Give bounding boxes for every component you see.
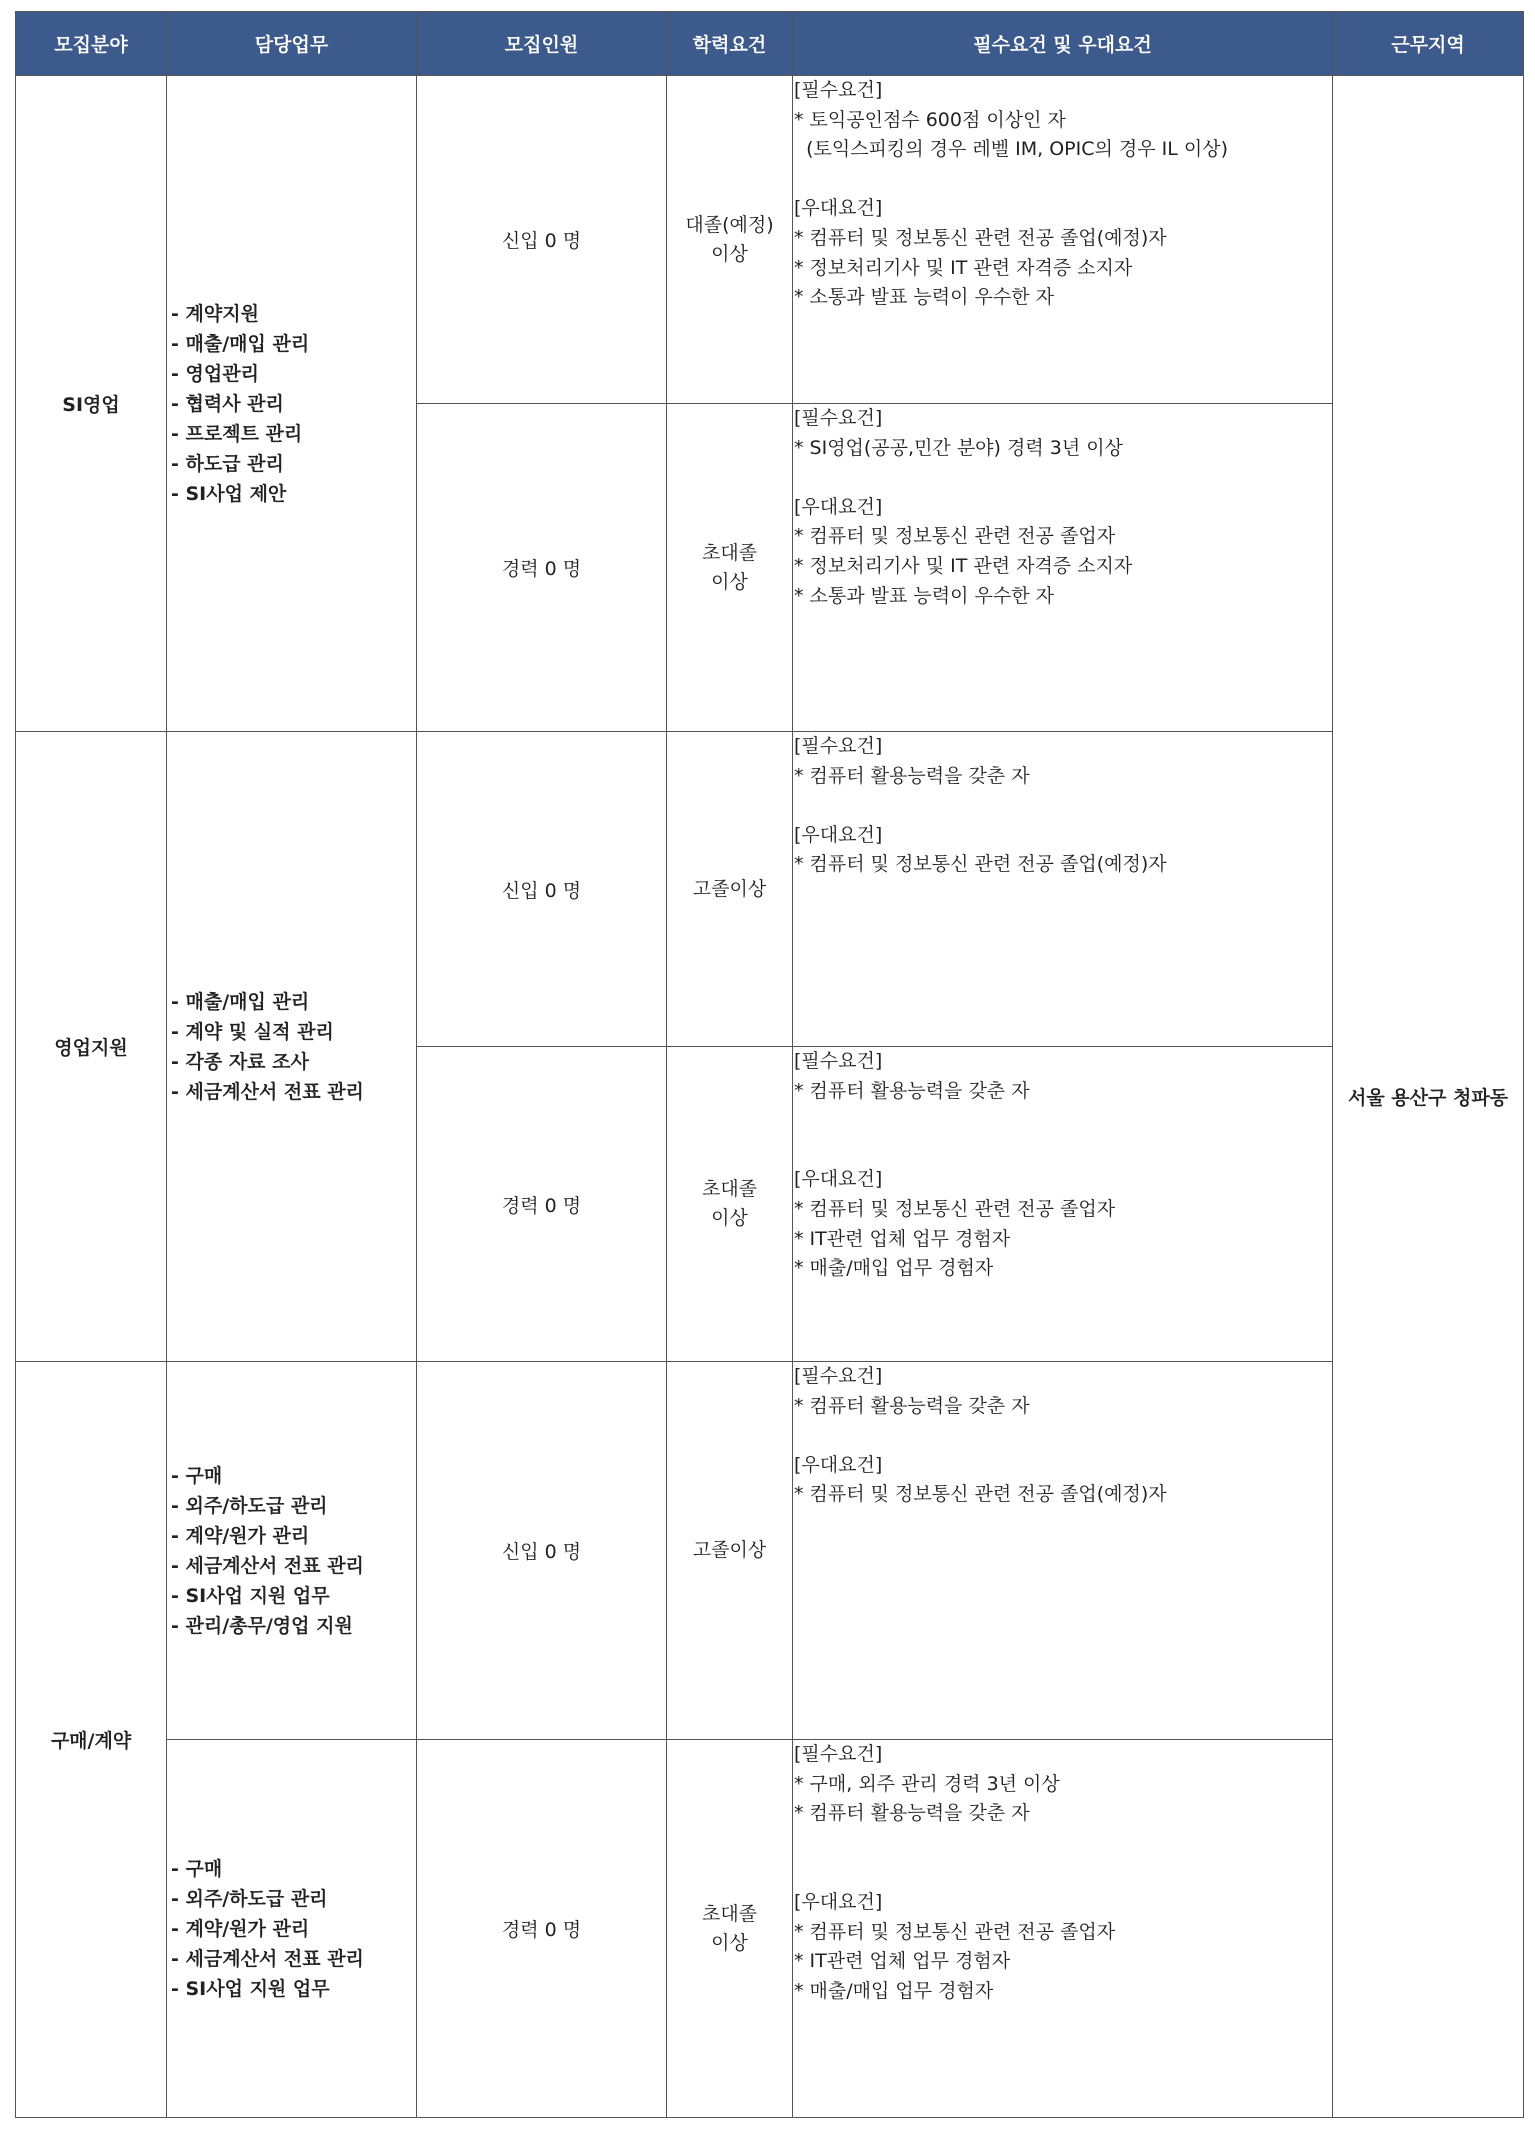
required-item: * 컴퓨터 활용능력을 갖춘 자 [794, 1802, 1030, 1825]
headcount-cell: 신입 0 명 [417, 1362, 667, 1740]
requirements-cell [793, 732, 1333, 1047]
table-row [16, 732, 1524, 1047]
header-field: 모집분야 [16, 12, 167, 76]
spacer [794, 463, 1332, 493]
preferred-item: * 컴퓨터 및 정보통신 관련 전공 졸업자 [794, 1920, 1116, 1943]
duty-item: - SI사업 지원 업무 [171, 1584, 330, 1607]
requirements-cell [793, 1362, 1333, 1740]
required-title: [필수요건] [794, 407, 883, 429]
education-line: 초대졸 [701, 541, 758, 564]
duty-item: - 프로젝트 관리 [171, 422, 303, 445]
spacer [794, 1136, 1332, 1166]
required-title: [필수요건] [794, 1365, 883, 1387]
education-line: 이상 [711, 570, 748, 593]
duty-item: - 구매 [171, 1464, 223, 1487]
education-line: 이상 [711, 242, 748, 265]
education-cell [667, 76, 793, 404]
required-item: * 구매, 외주 관리 경력 3년 이상 [794, 1772, 1060, 1795]
preferred-item: * IT관련 업체 업무 경험자 [794, 1227, 1011, 1250]
preferred-item: * 컴퓨터 및 정보통신 관련 전공 졸업(예정)자 [794, 853, 1167, 876]
header-region: 근무지역 [1333, 12, 1524, 76]
duty-item: - 계약 및 실적 관리 [171, 1020, 334, 1043]
education-cell [667, 1740, 793, 2118]
header-education: 학력요건 [667, 12, 793, 76]
duty-item: - 매출/매입 관리 [171, 332, 310, 355]
preferred-item: * 컴퓨터 및 정보통신 관련 전공 졸업자 [794, 1197, 1116, 1220]
headcount-cell: 경력 0 명 [417, 1047, 667, 1362]
preferred-title: [우대요건] [794, 197, 883, 220]
education-line: 고졸이상 [692, 1539, 767, 1561]
duty-item: - 세금계산서 전표 관리 [171, 1080, 364, 1103]
duties-cell [167, 76, 417, 732]
duty-item: - 각종 자료 조사 [171, 1050, 309, 1073]
requirements-cell [793, 76, 1333, 404]
preferred-title: [우대요건] [794, 1168, 883, 1191]
headcount-cell: 신입 0 명 [417, 732, 667, 1047]
duty-item: - 계약지원 [171, 302, 259, 325]
preferred-item: * 소통과 발표 능력이 우수한 자 [794, 584, 1054, 607]
requirements-cell [793, 1740, 1333, 2118]
field-cell: 영업지원 [16, 732, 167, 1362]
preferred-title: [우대요건] [794, 1453, 883, 1476]
spacer [794, 791, 1332, 821]
education-line: 대졸(예정) [685, 213, 774, 236]
duty-item: - 영업관리 [171, 362, 259, 385]
headcount-cell: 경력 0 명 [417, 1740, 667, 2118]
spacer [794, 1858, 1332, 1888]
requirements-cell [793, 1047, 1333, 1362]
table-row [16, 76, 1524, 404]
required-item: (토익스피킹의 경우 레벨 IM, OPIC의 경우 IL 이상) [794, 138, 1228, 161]
preferred-item: * 컴퓨터 및 정보통신 관련 전공 졸업(예정)자 [794, 1483, 1167, 1506]
education-line: 초대졸 [701, 1178, 758, 1200]
header-row [16, 12, 1524, 76]
duty-item: - 외주/하도급 관리 [171, 1887, 328, 1910]
education-line: 이상 [711, 1931, 748, 1954]
header-requirements: 필수요건 및 우대요건 [793, 12, 1333, 76]
duty-item: - 관리/총무/영업 지원 [171, 1614, 353, 1637]
preferred-title: [우대요건] [794, 495, 883, 518]
education-cell [667, 1047, 793, 1362]
duties-cell [167, 1362, 417, 1740]
preferred-item: * 매출/매입 업무 경험자 [794, 1979, 994, 2002]
region-cell: 서울 용산구 청파동 [1333, 76, 1524, 2118]
education-line: 초대졸 [701, 1902, 758, 1925]
required-item: * SI영업(공공,민간 분야) 경력 3년 이상 [794, 436, 1123, 459]
required-item: * 컴퓨터 활용능력을 갖춘 자 [794, 764, 1030, 787]
duties-cell [167, 1740, 417, 2118]
duty-item: - 외주/하도급 관리 [171, 1494, 328, 1517]
spacer [794, 1421, 1332, 1451]
preferred-item: * 정보처리기사 및 IT 관련 자격증 소지자 [794, 554, 1133, 577]
education-line: 이상 [711, 1207, 748, 1229]
duty-item: - 하도급 관리 [171, 452, 284, 475]
headcount-cell: 경력 0 명 [417, 404, 667, 732]
table-row [16, 1362, 1524, 1740]
duty-item: - 계약/원가 관리 [171, 1524, 310, 1547]
required-item: * 토익공인점수 600점 이상인 자 [794, 108, 1066, 131]
duty-item: - 세금계산서 전표 관리 [171, 1947, 364, 1970]
preferred-title: [우대요건] [794, 1890, 883, 1913]
headcount-cell: 신입 0 명 [417, 76, 667, 404]
duties-cell [167, 732, 417, 1362]
duty-item: - 세금계산서 전표 관리 [171, 1554, 364, 1577]
preferred-item: * IT관련 업체 업무 경험자 [794, 1950, 1011, 1973]
duty-item: - 구매 [171, 1857, 223, 1880]
preferred-item: * 매출/매입 업무 경험자 [794, 1257, 994, 1280]
preferred-item: * 소통과 발표 능력이 우수한 자 [794, 286, 1054, 309]
preferred-item: * 컴퓨터 및 정보통신 관련 전공 졸업자 [794, 525, 1116, 548]
required-title: [필수요건] [794, 1050, 883, 1072]
duty-item: - SI사업 제안 [171, 482, 287, 505]
education-cell [667, 732, 793, 1047]
recruitment-table [15, 11, 1524, 2118]
field-cell: 구매/계약 [16, 1362, 167, 2118]
duty-item: - SI사업 지원 업무 [171, 1977, 330, 2000]
duty-item: - 매출/매입 관리 [171, 990, 310, 1013]
header-headcount: 모집인원 [417, 12, 667, 76]
required-title: [필수요건] [794, 735, 883, 757]
required-title: [필수요건] [794, 1743, 883, 1765]
table-row [16, 1740, 1524, 2118]
duty-item: - 협력사 관리 [171, 392, 284, 415]
required-item: * 컴퓨터 활용능력을 갖춘 자 [794, 1394, 1030, 1417]
spacer [794, 1106, 1332, 1136]
spacer [794, 1829, 1332, 1859]
required-item: * 컴퓨터 활용능력을 갖춘 자 [794, 1079, 1030, 1102]
field-cell: SI영업 [16, 76, 167, 732]
required-title: [필수요건] [794, 79, 883, 101]
preferred-item: * 컴퓨터 및 정보통신 관련 전공 졸업(예정)자 [794, 226, 1167, 249]
education-cell [667, 404, 793, 732]
requirements-cell [793, 404, 1333, 732]
education-line: 고졸이상 [692, 877, 767, 900]
preferred-title: [우대요건] [794, 823, 883, 846]
spacer [794, 165, 1332, 195]
duty-item: - 계약/원가 관리 [171, 1917, 310, 1940]
header-duties: 담당업무 [167, 12, 417, 76]
preferred-item: * 정보처리기사 및 IT 관련 자격증 소지자 [794, 256, 1133, 279]
education-cell [667, 1362, 793, 1740]
